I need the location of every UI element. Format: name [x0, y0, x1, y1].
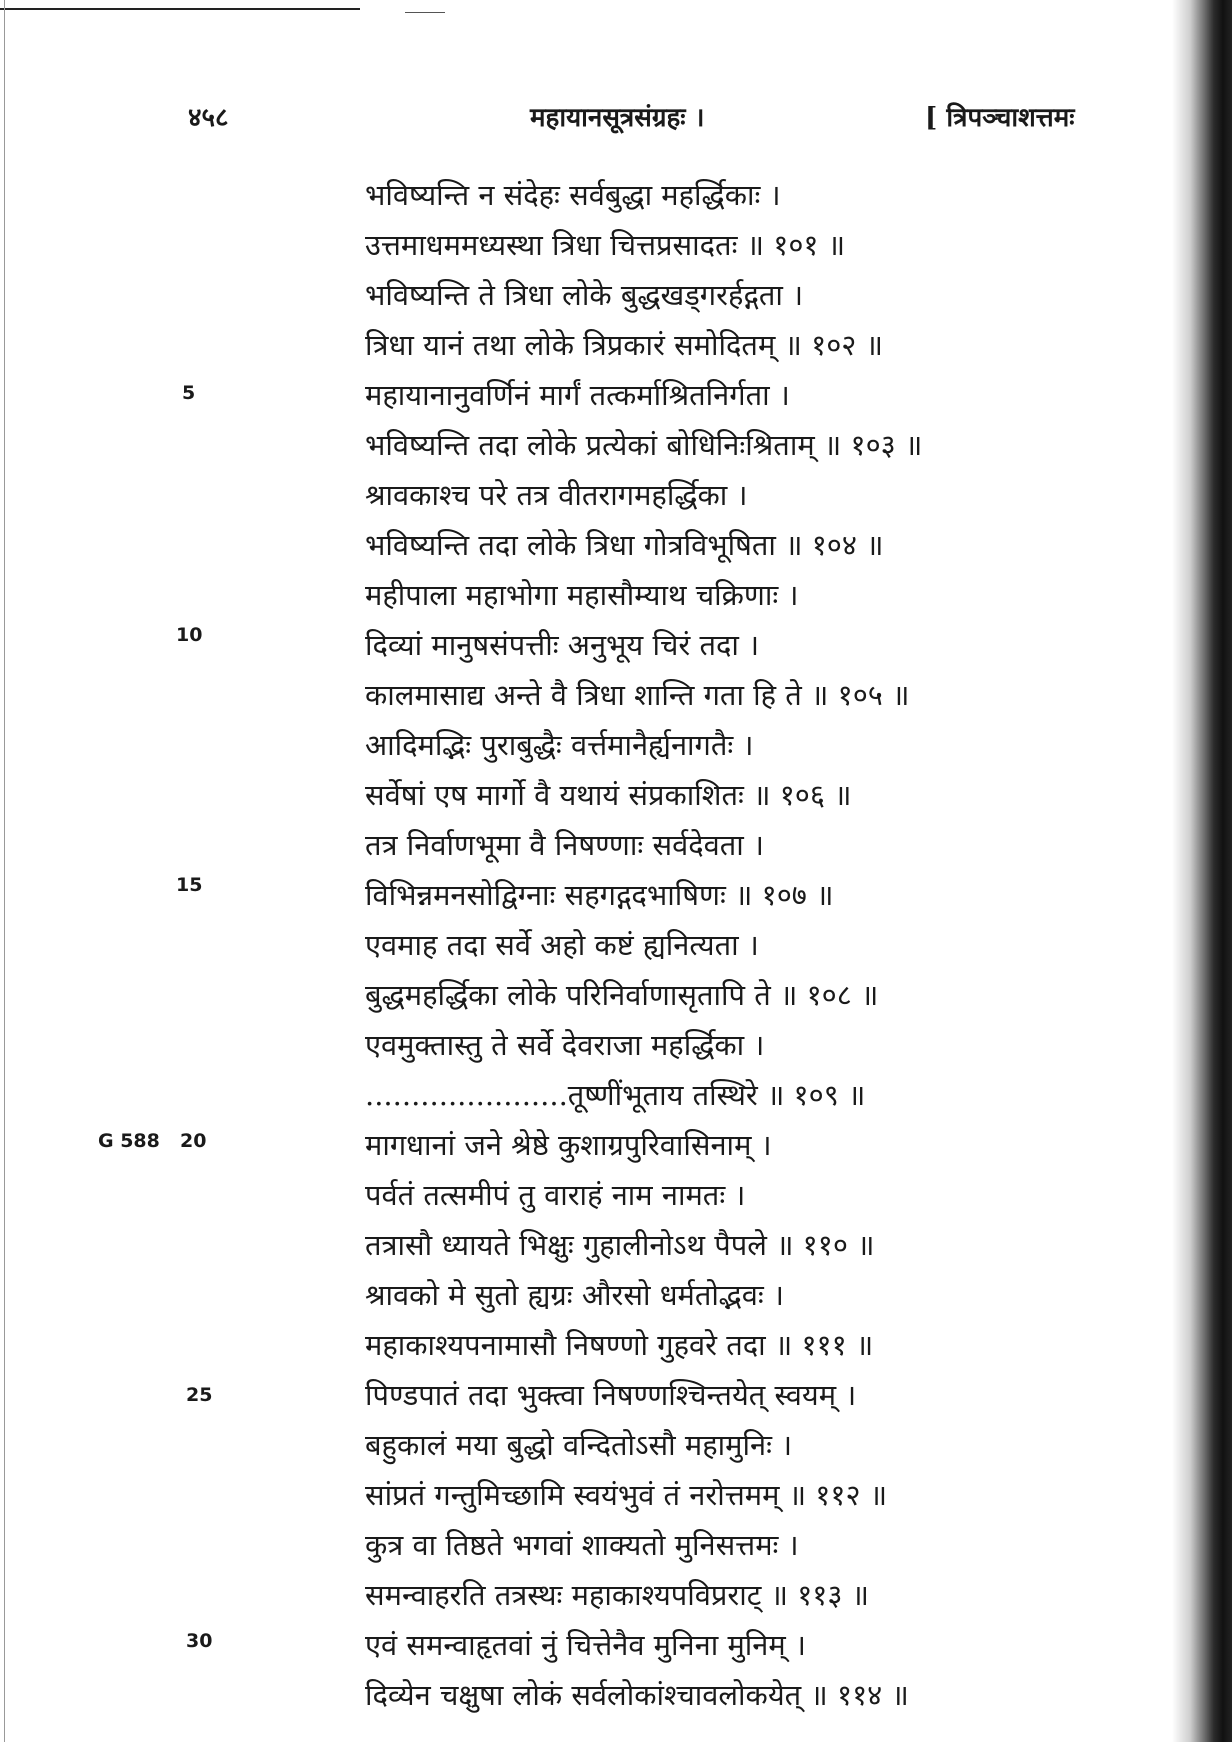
verse-line: विभिन्नमनसोद्विग्नाः सहगद्गदभाषिणः ॥ १०७ ॥: [365, 878, 834, 912]
binding-shadow: [1172, 0, 1232, 1742]
verse-line: भविष्यन्ति तदा लोके प्रत्येकां बोधिनिःश्रिताम् ॥ १०३ ॥: [365, 428, 923, 462]
verse-line: सर्वेषां एष मार्गो वै यथायं संप्रकाशितः ॥ १०६ ॥: [365, 778, 852, 812]
verse-line: श्रावकाश्च परे तत्र वीतरागमहर्द्धिका ।: [365, 478, 748, 512]
verse-line: तत्रासौ ध्यायते भिक्षुः गुहालीनोऽथ पैपले ॥ ११० ॥: [365, 1228, 875, 1262]
verse-line: महीपाला महाभोगा महासौम्याथ चक्रिणाः ।: [365, 578, 799, 612]
verse-line: ......................तूष्णींभूताय तस्थिरे ॥ १०९ ॥: [365, 1078, 866, 1112]
verse-line: श्रावको मे सुतो ह्यग्रः औरसो धर्मतोद्भवः ।: [365, 1278, 784, 1312]
verse-line: एवमाह तदा सर्वे अहो कष्टं ह्यनित्यता ।: [365, 928, 759, 962]
margin-line-number: 10: [176, 624, 203, 646]
verse-line: दिव्येन चक्षुषा लोकं सर्वलोकांश्चावलोकयेत् ॥ ११४ ॥: [365, 1678, 909, 1712]
verse-line: महायानानुवर्णिनं मार्गं तत्कर्माश्रितनिर्गता ।: [365, 378, 790, 412]
verse-line: भविष्यन्ति तदा लोके त्रिधा गोत्रविभूषिता ॥ १०४ ॥: [365, 528, 884, 562]
verse-line: तत्र निर्वाणभूमा वै निषण्णाः सर्वदेवता ।: [365, 828, 764, 862]
verse-line: एवं समन्वाहृतवां नुं चित्तेनैव मुनिना मुनिम् ।: [365, 1628, 806, 1662]
verse-line: पिण्डपातं तदा भुक्त्वा निषण्णश्चिन्तयेत् स्वयम् ।: [365, 1378, 857, 1412]
verse-line: सांप्रतं गन्तुमिच्छामि स्वयंभुवं तं नरोत्तमम् ॥ ११२ ॥: [365, 1478, 888, 1512]
margin-reference: G 588: [98, 1130, 160, 1152]
verse-line: महाकाश्यपनामासौ निषण्णो गुहवरे तदा ॥ १११ ॥: [365, 1328, 874, 1362]
verse-line: समन्वाहरति तत्रस्थः महाकाश्यपविप्रराट् ॥ ११३ ॥: [365, 1578, 870, 1612]
verse-line: त्रिधा यानं तथा लोके त्रिप्रकारं समोदितम् ॥ १०२ ॥: [365, 328, 883, 362]
chapter-heading: [ त्रिपञ्चाशत्तमः: [925, 103, 1075, 133]
verse-line: भविष्यन्ति न संदेहः सर्वबुद्धा महर्द्धिकाः ।: [365, 178, 781, 212]
verse-line: कालमासाद्य अन्ते वै त्रिधा शान्ति गता हि ते ॥ १०५ ॥: [365, 678, 910, 712]
margin-line-number: 15: [176, 874, 203, 896]
top-rule: [0, 8, 360, 10]
verse-line: पर्वतं तत्समीपं तु वाराहं नाम नामतः ।: [365, 1178, 746, 1212]
running-header: [0, 98, 1170, 138]
verse-line: दिव्यां मानुषसंपत्तीः अनुभूय चिरं तदा ।: [365, 628, 760, 662]
verse-text-block: [365, 170, 1145, 1720]
verse-line: कुत्र वा तिष्ठते भगवां शाक्यतो मुनिसत्तमः ।: [365, 1528, 799, 1562]
verse-line: एवमुक्तास्तु ते सर्वे देवराजा महर्द्धिका ।: [365, 1028, 765, 1062]
margin-line-number: 25: [186, 1384, 213, 1406]
verse-line: मागधानां जने श्रेष्ठे कुशाग्रपुरिवासिनाम् ।: [365, 1128, 772, 1162]
margin-line-number: 20: [180, 1130, 207, 1152]
page-number: ४५८: [188, 103, 229, 133]
verse-line: भविष्यन्ति ते त्रिधा लोके बुद्धखड्गरर्हद्गता ।: [365, 278, 804, 312]
verse-line: आदिमद्भिः पुराबुद्धैः वर्त्तमानैर्ह्यनागतैः ।: [365, 728, 754, 762]
verse-line: बहुकालं मया बुद्धो वन्दितोऽसौ महामुनिः ।: [365, 1428, 793, 1462]
verse-line: बुद्धमहर्द्धिका लोके परिनिर्वाणासृतापि ते ॥ १०८ ॥: [365, 978, 879, 1012]
margin-line-number: 5: [182, 382, 196, 404]
verse-line: उत्तमाधममध्यस्था त्रिधा चित्तप्रसादतः ॥ १०१ ॥: [365, 228, 846, 262]
book-title: महायानसूत्रसंग्रहः ।: [530, 103, 705, 133]
margin-line-number: 30: [186, 1630, 213, 1652]
page-left-edge: [4, 0, 5, 1742]
top-rule-fragment: [405, 12, 445, 13]
